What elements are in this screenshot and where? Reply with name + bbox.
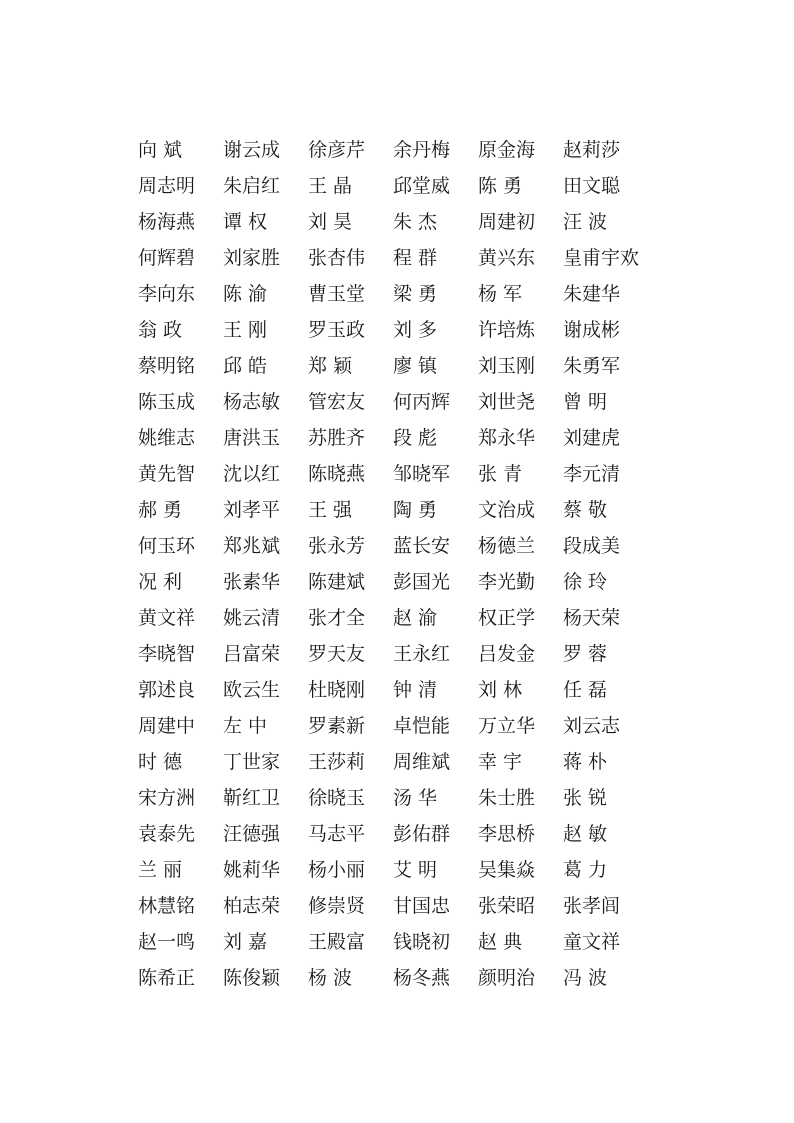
name-entry: 钱晓初 bbox=[393, 931, 451, 953]
name-row bbox=[138, 240, 668, 276]
name-entry: 颜明治 bbox=[478, 967, 536, 989]
name-entry: 黄先智 bbox=[138, 463, 196, 485]
name-entry: 陶 勇 bbox=[393, 499, 438, 521]
name-entry: 冯 波 bbox=[563, 967, 608, 989]
name-entry: 郭述良 bbox=[138, 679, 196, 701]
name-entry: 刘世尧 bbox=[478, 391, 536, 413]
name-entry: 程 群 bbox=[393, 247, 438, 269]
name-row bbox=[138, 312, 668, 348]
name-row bbox=[138, 672, 668, 708]
name-entry: 林慧铭 bbox=[138, 895, 196, 917]
name-row bbox=[138, 600, 668, 636]
name-entry: 刘家胜 bbox=[223, 247, 281, 269]
name-entry: 何丙辉 bbox=[393, 391, 451, 413]
name-entry: 李向东 bbox=[138, 283, 196, 305]
name-row bbox=[138, 204, 668, 240]
name-entry: 王殿富 bbox=[308, 931, 366, 953]
name-row bbox=[138, 276, 668, 312]
name-entry: 何辉碧 bbox=[138, 247, 196, 269]
name-entry: 廖 镇 bbox=[393, 355, 438, 377]
name-entry: 艾 明 bbox=[393, 859, 438, 881]
name-entry: 郝 勇 bbox=[138, 499, 183, 521]
name-entry: 王永红 bbox=[393, 643, 451, 665]
name-entry: 曾 明 bbox=[563, 391, 608, 413]
name-row bbox=[138, 744, 668, 780]
name-row bbox=[138, 816, 668, 852]
name-entry: 宋方洲 bbox=[138, 787, 196, 809]
name-row bbox=[138, 132, 668, 168]
name-entry: 吕富荣 bbox=[223, 643, 281, 665]
name-entry: 刘建虎 bbox=[563, 427, 621, 449]
name-entry: 刘 嘉 bbox=[223, 931, 268, 953]
name-row bbox=[138, 564, 668, 600]
name-entry: 杨志敏 bbox=[223, 391, 281, 413]
name-row bbox=[138, 960, 668, 996]
name-row bbox=[138, 888, 668, 924]
name-entry: 权正学 bbox=[478, 607, 536, 629]
name-entry: 谢成彬 bbox=[563, 319, 621, 341]
name-entry: 钟 清 bbox=[393, 679, 438, 701]
name-entry: 修崇贤 bbox=[308, 895, 366, 917]
name-entry: 汪 波 bbox=[563, 211, 608, 233]
name-entry: 赵 敏 bbox=[563, 823, 608, 845]
name-entry: 邱堂威 bbox=[393, 175, 451, 197]
name-entry: 谭 权 bbox=[223, 211, 268, 233]
name-entry: 邹晓军 bbox=[393, 463, 451, 485]
name-row bbox=[138, 492, 668, 528]
name-entry: 徐彦芹 bbox=[308, 139, 366, 161]
name-entry: 谢云成 bbox=[223, 139, 281, 161]
name-entry: 刘云志 bbox=[563, 715, 621, 737]
name-entry: 汪德强 bbox=[223, 823, 281, 845]
name-entry: 沈以红 bbox=[223, 463, 281, 485]
name-entry: 时 德 bbox=[138, 751, 183, 773]
name-entry: 杨小丽 bbox=[308, 859, 366, 881]
name-entry: 陈 勇 bbox=[478, 175, 523, 197]
name-entry: 罗素新 bbox=[308, 715, 366, 737]
name-entry: 左 中 bbox=[223, 715, 268, 737]
name-entry: 陈建斌 bbox=[308, 571, 366, 593]
name-entry: 陈玉成 bbox=[138, 391, 196, 413]
name-entry: 蓝长安 bbox=[393, 535, 451, 557]
name-entry: 彭国光 bbox=[393, 571, 451, 593]
name-entry: 徐晓玉 bbox=[308, 787, 366, 809]
name-entry: 曹玉堂 bbox=[308, 283, 366, 305]
name-row bbox=[138, 852, 668, 888]
name-entry: 汤 华 bbox=[393, 787, 438, 809]
name-entry: 刘玉刚 bbox=[478, 355, 536, 377]
name-row bbox=[138, 456, 668, 492]
name-entry: 周志明 bbox=[138, 175, 196, 197]
name-entry: 欧云生 bbox=[223, 679, 281, 701]
name-entry: 皇甫宇欢 bbox=[563, 247, 640, 269]
name-entry: 况 利 bbox=[138, 571, 183, 593]
name-entry: 张永芳 bbox=[308, 535, 366, 557]
name-entry: 卓恺能 bbox=[393, 715, 451, 737]
name-entry: 王 刚 bbox=[223, 319, 268, 341]
name-entry: 柏志荣 bbox=[223, 895, 281, 917]
name-entry: 梁 勇 bbox=[393, 283, 438, 305]
name-entry: 朱建华 bbox=[563, 283, 621, 305]
name-entry: 邱 皓 bbox=[223, 355, 268, 377]
name-entry: 段成美 bbox=[563, 535, 621, 557]
name-entry: 向 斌 bbox=[138, 139, 183, 161]
name-entry: 杨 军 bbox=[478, 283, 523, 305]
name-entry: 陈晓燕 bbox=[308, 463, 366, 485]
name-entry: 姚莉华 bbox=[223, 859, 281, 881]
name-entry: 王莎莉 bbox=[308, 751, 366, 773]
name-entry: 杨天荣 bbox=[563, 607, 621, 629]
name-entry: 马志平 bbox=[308, 823, 366, 845]
name-entry: 甘国忠 bbox=[393, 895, 451, 917]
name-entry: 兰 丽 bbox=[138, 859, 183, 881]
name-entry: 万立华 bbox=[478, 715, 536, 737]
name-entry: 陈希正 bbox=[138, 967, 196, 989]
name-entry: 王 强 bbox=[308, 499, 353, 521]
name-entry: 张荣昭 bbox=[478, 895, 536, 917]
name-entry: 蔡明铭 bbox=[138, 355, 196, 377]
name-entry: 何玉环 bbox=[138, 535, 196, 557]
name-row bbox=[138, 348, 668, 384]
name-row bbox=[138, 708, 668, 744]
name-entry: 李思桥 bbox=[478, 823, 536, 845]
name-entry: 蒋 朴 bbox=[563, 751, 608, 773]
name-entry: 原金海 bbox=[478, 139, 536, 161]
name-entry: 徐 玲 bbox=[563, 571, 608, 593]
name-entry: 周建中 bbox=[138, 715, 196, 737]
name-entry: 文治成 bbox=[478, 499, 536, 521]
name-entry: 姚维志 bbox=[138, 427, 196, 449]
name-entry: 郑兆斌 bbox=[223, 535, 281, 557]
name-entry: 赵 典 bbox=[478, 931, 523, 953]
name-entry: 姚云清 bbox=[223, 607, 281, 629]
name-row bbox=[138, 528, 668, 564]
name-entry: 罗 蓉 bbox=[563, 643, 608, 665]
name-entry: 吴集焱 bbox=[478, 859, 536, 881]
name-entry: 朱士胜 bbox=[478, 787, 536, 809]
name-entry: 童文祥 bbox=[563, 931, 621, 953]
name-row bbox=[138, 168, 668, 204]
name-entry: 段 彪 bbox=[393, 427, 438, 449]
name-entry: 周维斌 bbox=[393, 751, 451, 773]
name-entry: 郑 颖 bbox=[308, 355, 353, 377]
name-entry: 余丹梅 bbox=[393, 139, 451, 161]
name-entry: 罗玉政 bbox=[308, 319, 366, 341]
name-entry: 张 青 bbox=[478, 463, 523, 485]
name-entry: 袁泰先 bbox=[138, 823, 196, 845]
name-list bbox=[138, 132, 668, 996]
name-entry: 王 晶 bbox=[308, 175, 353, 197]
name-entry: 李元清 bbox=[563, 463, 621, 485]
name-entry: 陈俊颖 bbox=[223, 967, 281, 989]
name-entry: 黄兴东 bbox=[478, 247, 536, 269]
name-entry: 李晓智 bbox=[138, 643, 196, 665]
name-entry: 张素华 bbox=[223, 571, 281, 593]
name-row bbox=[138, 420, 668, 456]
name-entry: 刘孝平 bbox=[223, 499, 281, 521]
name-entry: 刘 昊 bbox=[308, 211, 353, 233]
name-entry: 丁世家 bbox=[223, 751, 281, 773]
name-entry: 张杏伟 bbox=[308, 247, 366, 269]
name-entry: 靳红卫 bbox=[223, 787, 281, 809]
name-entry: 李光勤 bbox=[478, 571, 536, 593]
name-entry: 翁 政 bbox=[138, 319, 183, 341]
name-entry: 蔡 敬 bbox=[563, 499, 608, 521]
name-entry: 田文聪 bbox=[563, 175, 621, 197]
name-entry: 陈 渝 bbox=[223, 283, 268, 305]
name-entry: 杨海燕 bbox=[138, 211, 196, 233]
name-entry: 吕发金 bbox=[478, 643, 536, 665]
name-entry: 苏胜齐 bbox=[308, 427, 366, 449]
name-entry: 管宏友 bbox=[308, 391, 366, 413]
name-entry: 许培炼 bbox=[478, 319, 536, 341]
name-entry: 幸 宇 bbox=[478, 751, 523, 773]
name-entry: 张才全 bbox=[308, 607, 366, 629]
name-entry: 朱启红 bbox=[223, 175, 281, 197]
name-entry: 杨德兰 bbox=[478, 535, 536, 557]
name-entry: 赵一鸣 bbox=[138, 931, 196, 953]
name-row bbox=[138, 384, 668, 420]
name-entry: 周建初 bbox=[478, 211, 536, 233]
name-entry: 唐洪玉 bbox=[223, 427, 281, 449]
name-entry: 赵 渝 bbox=[393, 607, 438, 629]
name-entry: 赵莉莎 bbox=[563, 139, 621, 161]
name-entry: 葛 力 bbox=[563, 859, 608, 881]
name-row bbox=[138, 924, 668, 960]
name-row bbox=[138, 636, 668, 672]
name-row bbox=[138, 780, 668, 816]
name-entry: 刘 林 bbox=[478, 679, 523, 701]
name-entry: 任 磊 bbox=[563, 679, 608, 701]
name-entry: 杜晓刚 bbox=[308, 679, 366, 701]
name-entry: 罗天友 bbox=[308, 643, 366, 665]
name-entry: 朱 杰 bbox=[393, 211, 438, 233]
name-entry: 黄文祥 bbox=[138, 607, 196, 629]
name-entry: 张孝闾 bbox=[563, 895, 621, 917]
name-entry: 郑永华 bbox=[478, 427, 536, 449]
name-entry: 张 锐 bbox=[563, 787, 608, 809]
name-entry: 刘 多 bbox=[393, 319, 438, 341]
name-entry: 杨冬燕 bbox=[393, 967, 451, 989]
name-entry: 朱勇军 bbox=[563, 355, 621, 377]
name-entry: 杨 波 bbox=[308, 967, 353, 989]
name-entry: 彭佑群 bbox=[393, 823, 451, 845]
